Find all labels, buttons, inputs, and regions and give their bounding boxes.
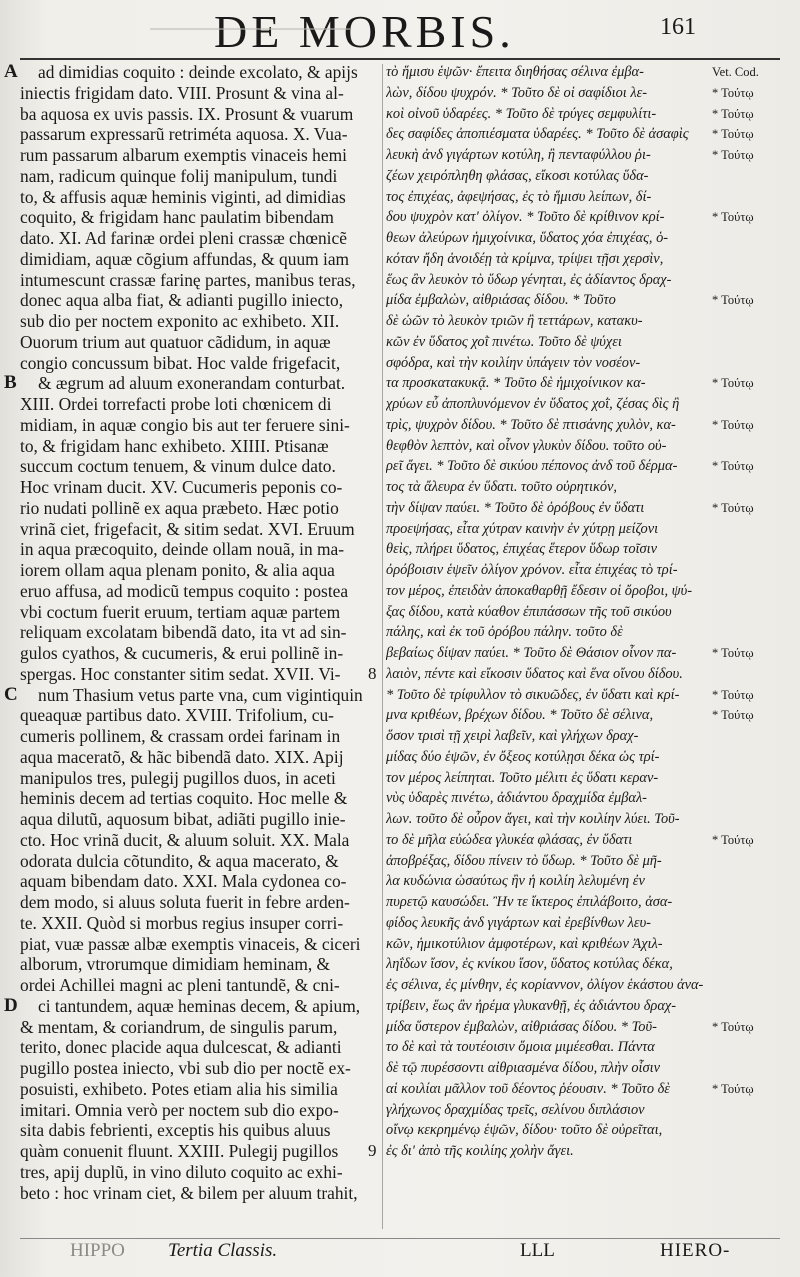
latin-text-line: Ouorum trium aut quatuor cãdidum, in aquæ — [20, 331, 331, 352]
latin-text-line: queaquæ partibus dato. XVIII. Trifolium, cu- — [20, 705, 334, 726]
section-marker: C — [4, 683, 18, 705]
latin-text-line: succum coctum tenuem, & vinum dulce dato. — [20, 456, 336, 477]
margin-note: * Τούτῳ — [712, 148, 754, 162]
gutter-number: 9 — [368, 1141, 377, 1160]
latin-text-line: odorata dulcia cõtundito, & aqua macerato, & — [20, 850, 339, 871]
greek-text-line: θεφθὸν λεπτὸν, καὶ οἶνον γλυκὺν δίδου. τοῦτο οὐ- — [386, 437, 667, 454]
show-through-decoration — [150, 28, 350, 42]
latin-text-line: ordei Achillei magni ac pleni tantundẽ, & cni- — [20, 975, 340, 995]
latin-text-line: posuisti, exhibeto. Potes etiam alia his similia — [20, 1078, 338, 1099]
latin-text-line: manipulos tres, pulegij pugillos duos, in aceti — [20, 767, 336, 788]
greek-text-line: οἴνῳ κεκρημένῳ ἑψῶν, δίδου· τοῦτο δὲ οὐρεῖται, — [386, 1122, 663, 1139]
gutter-number: 8 — [368, 663, 377, 683]
margin-note: * Τούτῳ — [712, 646, 754, 660]
margin-note: * Τούτῳ — [712, 1019, 754, 1034]
greek-text-line: αἱ κοιλίαι μᾶλλον τοῦ δέοντος ῥέουσιν. * Τοῦτο δὲ — [386, 1080, 670, 1097]
latin-text-line: terito, donec placide aqua dulcescat, & adianti — [20, 1037, 342, 1058]
greek-text-line: λαιὸν, πέντε καὶ εἴκοσιν ὕδατος καὶ ἕνα οἴνου δίδου. — [386, 665, 683, 682]
latin-text-line: sita dabis febrienti, exceptis his quibus aluus — [20, 1120, 331, 1141]
latin-text-line: num Thasium vetus parte vna, cum vigintiquin — [38, 684, 363, 705]
latin-text-line: to, & frigidam hanc exhibeto. XIIII. Ptisanæ — [20, 435, 329, 456]
margin-note: * Τούτῳ — [712, 1081, 754, 1096]
latin-text-line: dem modo, si aluus soluta fuerit in febre arden- — [20, 892, 350, 912]
greek-text-line: δὲ τῷ πυρέσσοντι αἰθριασμένα δίδου, πλὴν οἷσιν — [386, 1060, 661, 1076]
footer-rule — [20, 1238, 780, 1239]
margin-note: * Τούτῳ — [712, 417, 754, 432]
greek-text-line: κῶν ἐν ὕδατος χοῒ πινέτω. Τοῦτο δὲ ψύχει — [386, 333, 622, 350]
latin-text-line: iorem ollam aqua plenam ponito, & alia aqua — [20, 560, 335, 580]
latin-text-line: reliquam excolatam bibendã dato, ita vt ad sin- — [20, 622, 347, 643]
latin-text-line: passarum expressarũ retriméta aquosa. X. Vua- — [20, 124, 348, 145]
greek-text-line: θεων ἀλεύρων ἡμιχοίνικα, ὕδατος χόα ἐπιχέας, ὁ- — [386, 230, 669, 246]
latin-text-line: tres, apij duplũ, in vino diluto coquito ac exhi- — [20, 1161, 343, 1182]
latin-text-line: coquito, & frigidam hanc paulatim bibendam — [20, 207, 334, 228]
latin-text-line: to, & affusis aquæ heminis viginti, ad dimidias — [20, 186, 346, 207]
section-marker: B — [4, 372, 17, 394]
greek-text-line: ληΐδων ἴσον, ἐς κνίκου ἴσον, ὕδατος κοτύλας δέκα, — [386, 956, 673, 973]
latin-text-line: ad dimidias coquito : deinde excolato, & apijs — [38, 62, 358, 82]
greek-text-line: ὀρόβοισιν ἑψεῖν ὀλίγον χρόνον. εἶτα ἐπιχέας τὸ τρί- — [386, 562, 678, 578]
greek-text-line: ρεῖ ἄγει. * Τοῦτο δὲ σικύου πέπονος ἀνδ τοῦ δέρμα- — [386, 458, 678, 475]
greek-text-line: δου ψυχρὸν κατ' ὀλίγον. * Τοῦτο δὲ κρίθινον κρί- — [386, 209, 665, 226]
catchword: HIERO- — [660, 1240, 731, 1261]
greek-text-line: τος ἐπιχέας, ἀφεψήσας, ἐς τὸ ἥμισυ λείπων, δί- — [386, 188, 652, 205]
greek-text-line: χρύων εὖ ἀποπλυνόμενον ἐν ὕδατος χοῒ, ζέσας δὶς ἢ — [386, 396, 680, 412]
latin-text-line: ci tantundem, aquæ heminas decem, & apium, — [38, 995, 361, 1016]
greek-text-line: ζέων χειρόπληθη φλάσας, εἴκοσι κοτύλας ὕδα- — [386, 167, 649, 184]
greek-text-line: κόταν ἤδη ἀνοιδέῃ τὰ κρίμνα, τρίψει τῇσι χερσὶν, — [386, 250, 664, 267]
latin-text-line: beto : hoc vrinam ciet, & bilem per aluum trahit, — [20, 1182, 358, 1203]
latin-text-line: XIII. Ordei torrefacti probe loti chœnicem di — [20, 394, 332, 414]
latin-text-line: vrinã ciet, frigefacit, & sitim sedat. XVI. Eruum — [20, 518, 355, 539]
greek-text-line: λων. τοῦτο δὲ οὖρον ἄγει, καὶ τὴν κοιλίην λύει. Τοῦ- — [386, 811, 680, 827]
greek-text-line: λα κυδώνια ὡσαύτως ἢν ἡ κοιλίη λελυμένη ἐν — [386, 873, 645, 890]
greek-text-line: το δὲ μῆλα εὐώδεα γλυκέα φλάσας, ἐν ὕδατι — [386, 831, 633, 848]
greek-text-line: τρίβειν, ἕως ἂν ἠρέμα γλυκανθῇ, ἐς ἀδιάντου δραχ- — [386, 997, 676, 1014]
greek-text-line: φίδος λευκῆς ἀνδ γιγάρτων καὶ ἐρεβίνθων λευ- — [386, 914, 651, 931]
greek-text-line: κοὶ οἰνοῦ ὑδαρέες. * Τοῦτο δὲ τρύγες σεμφυλίτι- — [386, 105, 657, 122]
greek-text-line: προεψήσας, εἶτα χύτραν καινὴν ἐν χύτρῃ μείζονι — [386, 520, 659, 537]
greek-text-line: τον μέρος λείπηται. Τοῦτο μέλιτι ἐς ὕδατι κεραν- — [386, 769, 659, 786]
greek-text-line: λευκὴ ἀνδ γιγάρτων κοτύλη, ἢ πενταφύλλου ῥι- — [386, 147, 651, 163]
signature-mark: HIPPO — [70, 1240, 125, 1261]
greek-text-line: βεβαίως δίψαν παύει. * Τοῦτο δὲ Θάσιον οἶνον πα- — [386, 645, 677, 661]
column-divider — [382, 64, 383, 1229]
latin-text-line: ba aquosa ex uvis passis. IX. Prosunt & vuarum — [20, 103, 354, 124]
latin-text-line: spergas. Hoc constanter sitim sedat. XVII. Vi- — [20, 663, 341, 684]
margin-note: * Τούτῳ — [712, 708, 754, 723]
latin-text-line: in aqua præcoquito, deinde ollam nouã, in ma- — [20, 539, 345, 560]
greek-text-line: σφόδρα, καὶ τὴν κοιλίην ὑπάγειν τὸν νοσέον- — [386, 354, 641, 371]
margin-note: * Τούτῳ — [712, 293, 754, 308]
latin-text-line: imitari. Omnia verò per noctem sub dio expo- — [20, 1099, 339, 1120]
greek-text-line: δὲ ὠῶν τὸ λευκὸν τριῶν ἢ τεττάρων, κατακυ- — [386, 313, 643, 329]
latin-text-line: heminis decem ad tertias coquito. Hoc melle & — [20, 788, 348, 809]
latin-text-line: eruo affusa, ad modicũ tempus coquito : postea — [20, 580, 349, 601]
greek-text-line: λὼν, δίδου ψυχρόν. * Τοῦτο δὲ οἱ σαφίδιοι λε- — [386, 84, 648, 101]
header-rule — [20, 58, 780, 60]
margin-note: Vet. Cod. — [712, 65, 759, 79]
latin-text-line: rum passarum albarum exemptis vinaceis hemi — [20, 145, 347, 165]
section-marker: A — [4, 61, 18, 82]
greek-text-line: ἕως ἂν λευκὸν τὸ ὕδωρ γένηται, ἐς ἀδίαντος δραχ- — [386, 271, 672, 288]
latin-text-line: pugillo postea iniecto, vbi sub dio per noctẽ ex- — [20, 1058, 351, 1078]
latin-text-line: quàm conuenit fluunt. XXIII. Pulegij pugillos — [20, 1141, 339, 1161]
greek-text-line: θεὶς, πλήρει ὕδατος, ἐπιχέας ἕτερον ὕδωρ τοῖσιν — [386, 541, 657, 558]
latin-column — [20, 62, 380, 1203]
greek-text-line: ἐς δι' ἀπὸ τῆς κοιλίης χολὴν ἄγει. — [386, 1143, 574, 1159]
latin-text-line: donec aqua alba fiat, & adianti pugillo iniecto, — [20, 290, 344, 311]
greek-text-line: δες σαφίδες ἀποπιέσματα ὑδαρέες. * Τοῦτο δὲ ἀσαφὶς — [386, 126, 689, 143]
greek-text-line: μίδα ἐμβαλὼν, αἰθριάσας δίδου. * Τοῦτο — [386, 292, 616, 309]
latin-text-line: aquam bibendam dato. XXI. Mala cydonea co- — [20, 871, 347, 892]
latin-text-line: dato. XI. Ad farinæ ordei pleni crassæ chœnicẽ — [20, 228, 347, 248]
latin-text-line: dimidiam, aquæ cõgium affundas, & quum iam — [20, 248, 350, 269]
latin-text-line: vbi coctum fuerit eruum, tertiam aquæ partem — [20, 601, 341, 622]
greek-text-line: ὅσον τρισὶ τῇ χειρὶ λαβεῖν, καὶ γλήχων δραχ- — [386, 728, 639, 744]
greek-text-line: το δὲ καὶ τὰ τουτέοισιν ὅμοια μιμέεσθαι. Πάντα — [386, 1039, 655, 1056]
margin-note: * Τούτῳ — [712, 500, 754, 515]
margin-note: * Τούτῳ — [712, 127, 754, 142]
greek-text-line: ἀποβρέξας, δίδου πίνειν τὸ ὕδωρ. * Τοῦτο δὲ μῆ- — [386, 852, 662, 869]
latin-text-line: aqua maceratõ, & hãc bibendã dato. XIX. Apij — [20, 746, 344, 767]
latin-text-line: & ægrum ad aluum exonerandam conturbat. — [38, 373, 346, 394]
page-title: DE MORBIS. — [214, 6, 515, 57]
greek-text-line: τὴν δίψαν παύει. * Τοῦτο δὲ ὀρόβους ἐν ὕδατι — [386, 499, 645, 516]
margin-note: * Τούτῳ — [712, 832, 754, 847]
latin-text-line: & mentam, & coriandrum, de singulis parum, — [20, 1016, 338, 1037]
greek-text-line: τὸ ἥμισυ ἑψῶν· ἔπειτα διηθήσας σέλινα ἐμβα- — [386, 64, 644, 80]
greek-text-line: ξας δίδου, κατὰ κύαθον ἐπιπάσσων τῆς τοῦ σικύου — [386, 603, 672, 620]
greek-column — [386, 62, 708, 1162]
margin-note: * Τούτῳ — [712, 459, 754, 474]
latin-text-line: iniectis frigidam dato. VIII. Prosunt & vina al- — [20, 82, 344, 103]
quire-mark: LLL — [520, 1240, 555, 1261]
latin-text-line: alborum, vtrorumque dimidiam heminam, & — [20, 954, 331, 975]
margin-note: * Τούτῳ — [712, 210, 754, 225]
greek-text-line: * Τοῦτο δὲ τρίφυλλον τὸ σικυῶδες, ἐν ὕδατι καὶ κρί- — [386, 686, 680, 703]
margin-note: * Τούτῳ — [712, 85, 754, 100]
latin-text-line: aqua dilutũ, aquosum bibat, adiãti pugillo inie- — [20, 809, 346, 829]
latin-text-line: nam, radicum quinque folij manipulum, tundi — [20, 165, 338, 186]
latin-text-line: Hoc vrinam ducit. XV. Cucumeris peponis co- — [20, 477, 343, 497]
latin-text-line: congio concussum bibat. Hoc valde frigefacit, — [20, 352, 341, 373]
latin-text-line: rio nudati pollinẽ ex aqua præbeto. Hæc potio — [20, 497, 339, 518]
latin-text-line: piat, vuæ passæ albæ exemptis vinaceis, & ciceri — [20, 933, 361, 954]
latin-text-line: sub dio per noctem exponito ac exhibeto. XII. — [20, 311, 340, 331]
greek-text-line: ἐς σέλινα, ἐς μίνθην, ἐς κορίαννον, ὀλίγον ἑκάστου ἀνα- — [386, 977, 704, 993]
greek-text-line: τον μέρος, ἐπειδὰν ἀποκαθαρθῇ ἔδεσιν οἱ ὄροβοι, ψύ- — [386, 582, 692, 599]
page-number: 161 — [660, 14, 696, 40]
greek-text-line: μνα κριθέων, βρέχων δίδου. * Τοῦτο δὲ σέλινα, — [386, 707, 654, 724]
greek-text-line: τος τὰ ἄλευρα ἐν ὕδατι. τοῦτο οὐρητικόν, — [386, 479, 618, 495]
latin-text-line: midiam, in aquæ congio bis aut ter feruere sini- — [20, 414, 350, 435]
greek-text-line: τρὶς, ψυχρὸν δίδου. * Τοῦτο δὲ πτισάνης χυλὸν, κα- — [386, 416, 676, 433]
margin-note: * Τούτῳ — [712, 376, 754, 391]
greek-text-line: κῶν, ἡμικοτύλιον ἀμφοτέρων, καὶ κριθέων Ἀχιλ- — [386, 935, 663, 952]
latin-text-line: te. XXII. Quòd si morbus regius insuper corri- — [20, 912, 344, 933]
margin-note: * Τούτῳ — [712, 687, 754, 702]
greek-text-line: γλήχωνος δραχμίδας τρεῖς, σελίνου διπλάσιον — [386, 1101, 645, 1118]
greek-text-line: τα προσκατακυκᾷ. * Τοῦτο δὲ ἡμιχοίνικον κα- — [386, 375, 646, 392]
margin-note: * Τούτῳ — [712, 106, 754, 121]
class-label: Tertia Classis. — [168, 1240, 278, 1261]
greek-text-line: μίδα ὕστερον ἐμβαλὼν, αἰθριάσας δίδου. * Τοῦ- — [386, 1018, 657, 1035]
latin-text-line: cumeris pollinem, & crassam ordei farinam in — [20, 726, 341, 746]
latin-text-line: intumescunt crassæ farinę partes, manibus teras, — [20, 269, 356, 290]
latin-text-line: gulos cyathos, & cucumeris, & erui pollinẽ in- — [20, 643, 344, 663]
greek-text-line: μίδας δύο ἑψῶν, ἐν ὄξεος κοτύλῃσι δέκα ὡς τρί- — [386, 748, 660, 765]
section-marker: D — [4, 994, 18, 1016]
greek-text-line: πάλης, καὶ ἐκ τοῦ ὀρόβου πάλην. τοῦτο δὲ — [386, 624, 623, 641]
greek-text-line: πυρετῷ καυσώδει. Ἢν τε ἴκτερος ἐπιλάβοιτο, ἀσα- — [386, 894, 673, 910]
greek-text-line: νὺς ὑδαρὲς πινέτω, ἀδιάντου δραχμίδα ἐμβαλ- — [386, 790, 647, 807]
latin-text-line: cto. Hoc vrinã ducit, & aluum soluit. XX. Mala — [20, 829, 350, 850]
